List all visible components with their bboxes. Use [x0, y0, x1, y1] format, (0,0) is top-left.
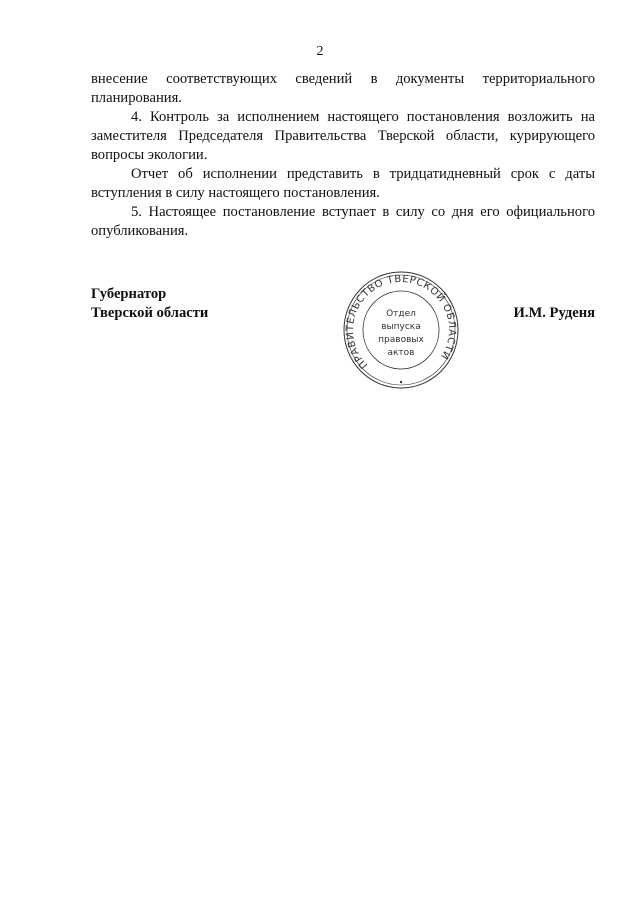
position-region: Тверской области [91, 305, 209, 321]
official-stamp [341, 268, 461, 392]
signature-block [91, 273, 595, 405]
position-title: Губернатор [91, 286, 167, 302]
page-number: 2 [316, 44, 324, 59]
paragraph-item-4: 4. Контроль за исполнением настоящего постановления возложить на заместителя Председателя Правительства Тверской области, курирующего вопросы экологии. [91, 109, 595, 163]
stamp-center-line-2: выпуска [381, 322, 421, 332]
stamp-center-line-1: Отдел [386, 309, 416, 319]
signatory-name: И.М. Руденя [513, 305, 595, 321]
paragraph-item-5: 5. Настоящее постановление вступает в силу со дня его официального опубликования. [91, 204, 595, 239]
stamp-center-line-4: актов [387, 348, 415, 358]
signatory-position [91, 285, 208, 323]
document-body [91, 70, 595, 241]
stamp-center-line-3: правовых [378, 335, 424, 345]
stamp-ring-text: ПРАВИТЕЛЬСТВО ТВЕРСКОЙ ОБЛАСТИ [344, 273, 458, 371]
paragraph-report: Отчет об исполнении представить в тридцатидневный срок с даты вступления в силу настоящего постановления. [91, 166, 595, 201]
paragraph-continuation: внесение соответствующих сведений в документы территориального планирования. [91, 71, 595, 106]
stamp-seal-icon [341, 268, 461, 392]
